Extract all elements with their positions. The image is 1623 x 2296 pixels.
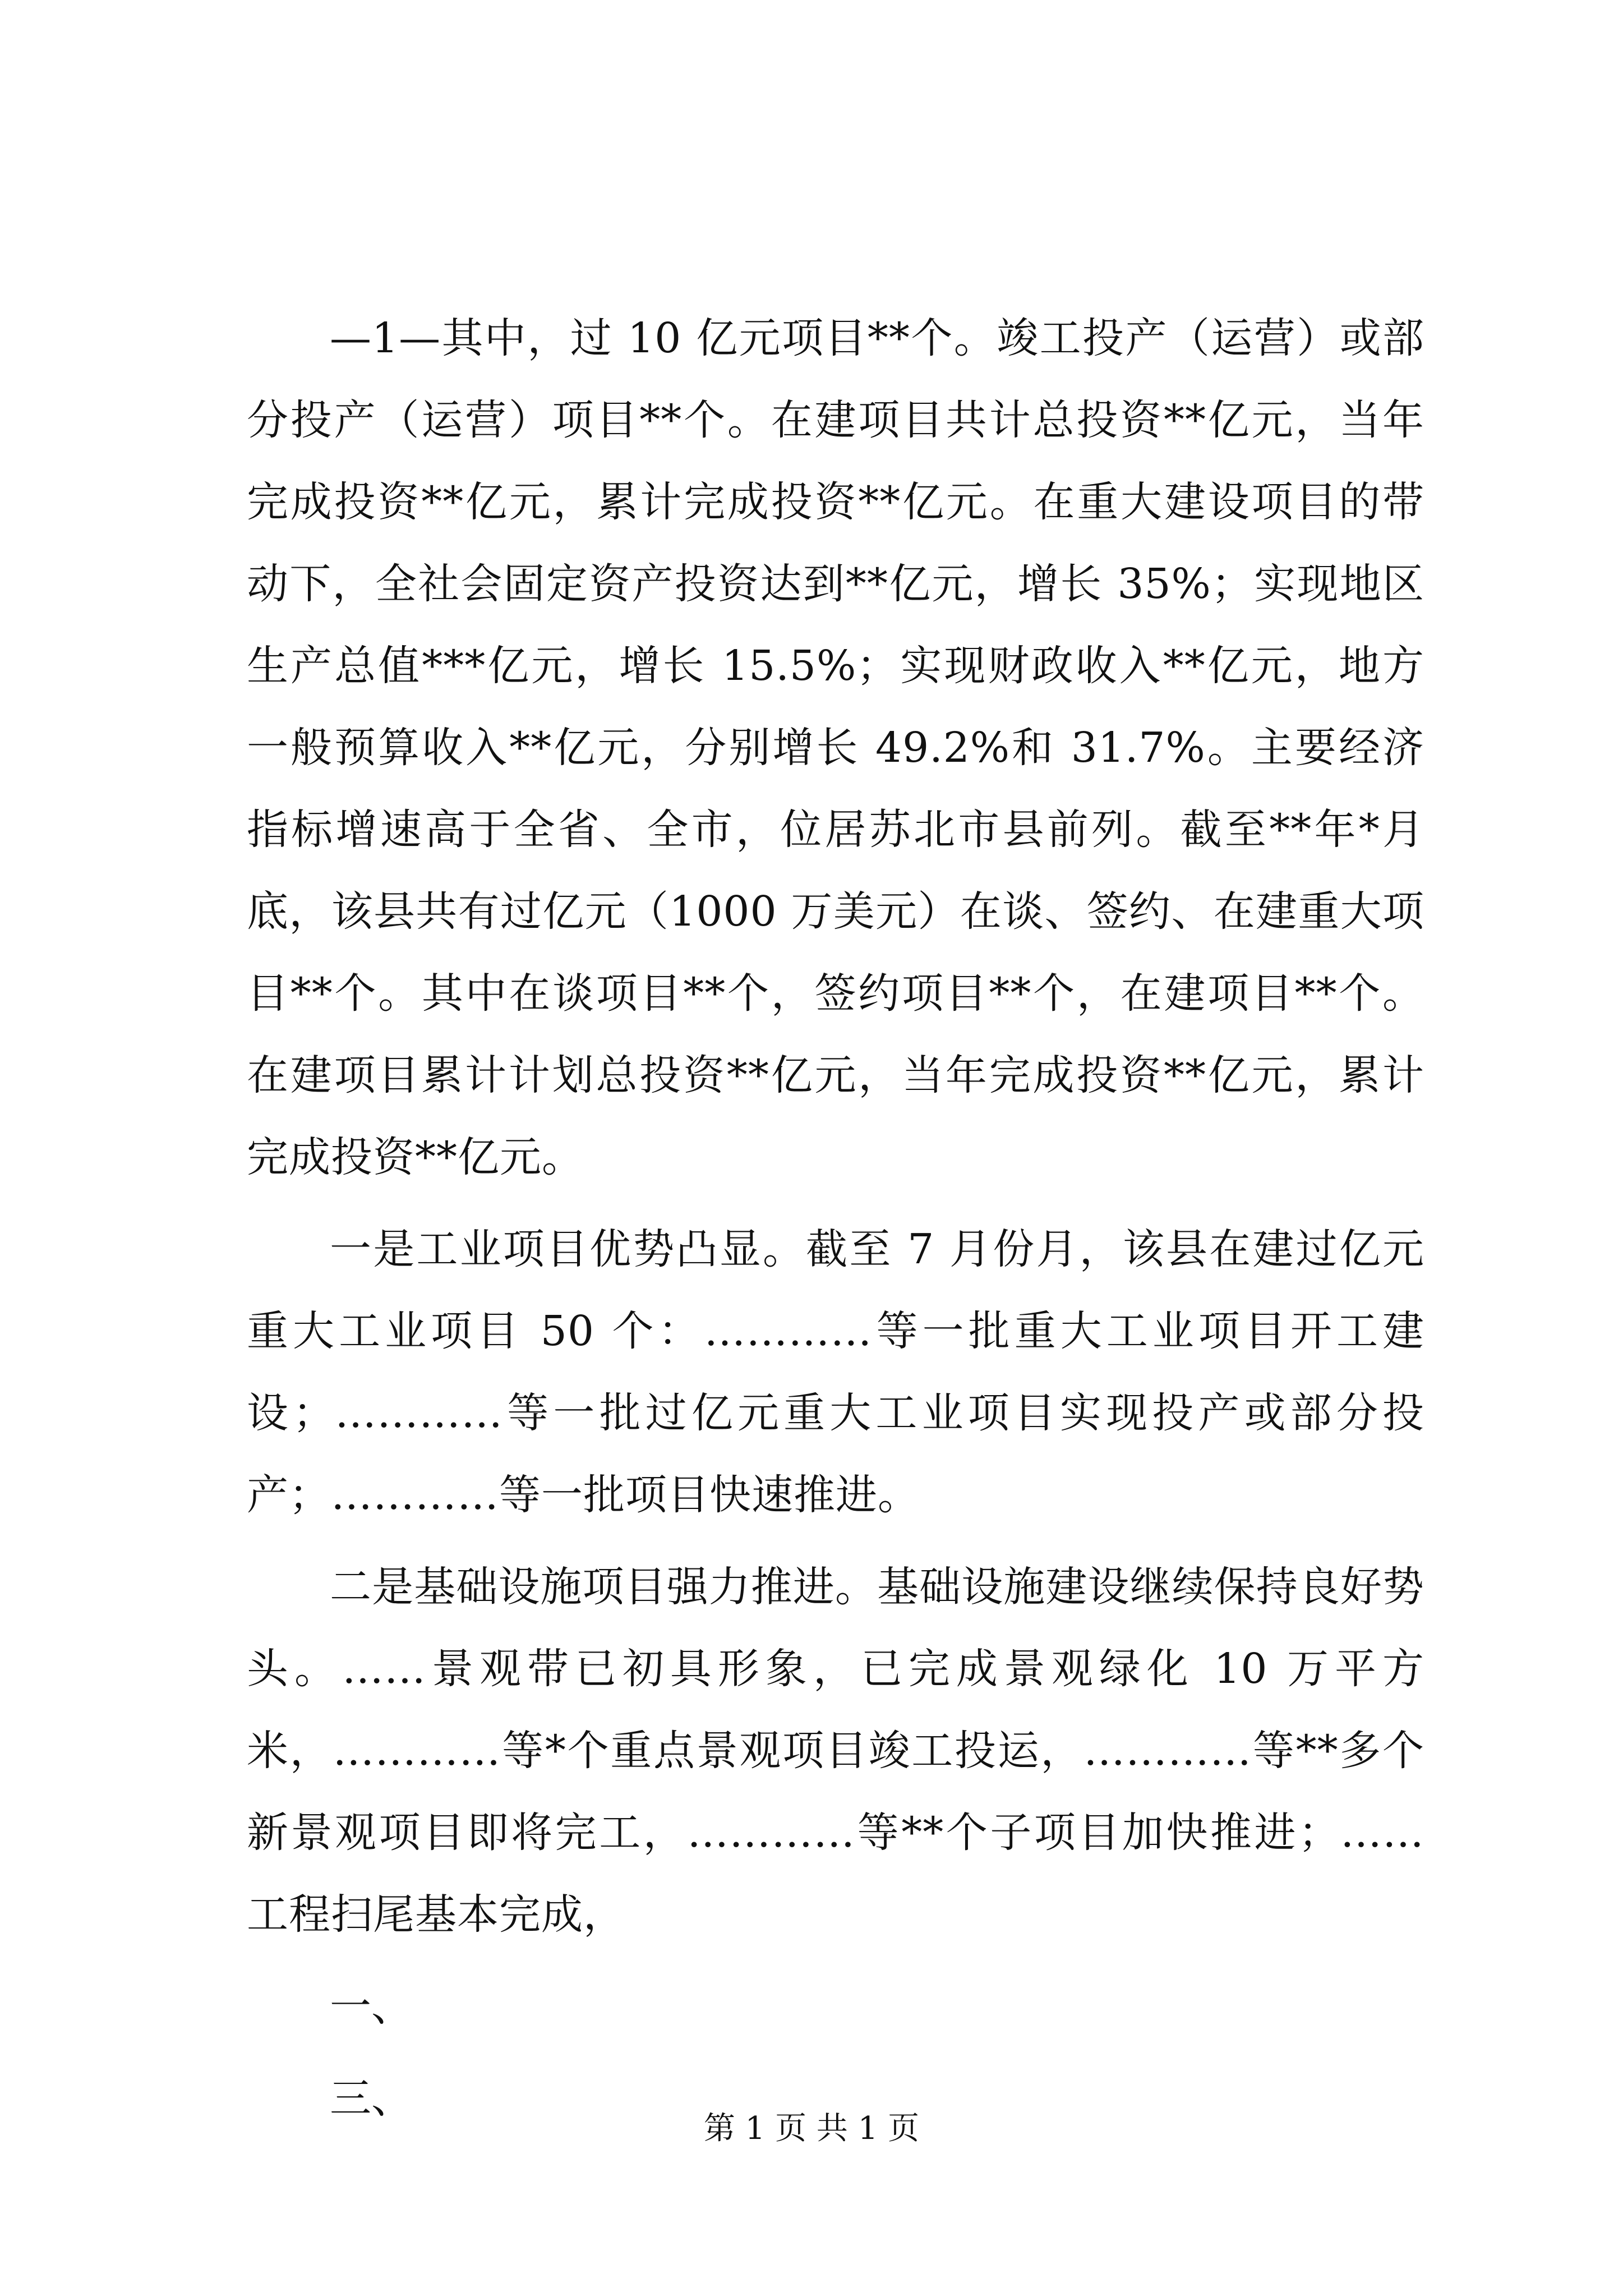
paragraph-gap [247,1198,1424,1208]
document-body [247,297,1424,2139]
section-heading-3: 三、 [330,2074,413,2123]
section-heading-1: 一、 [330,1982,413,2031]
page-footer: 第 1 页 共 1 页 [703,2110,920,2147]
paragraph-gap [247,1955,1424,1966]
paragraph-2: 一是工业项目优势凸显。截至 7 月份月，该县在建过亿元重大工业项目 50 个：…………等一批重大工业项目开工建设；…………等一批过亿元重大工业项目实现投产或部分投产；…………等一批项目快速推进。 [247,1225,1424,1519]
paragraph-gap [247,1536,1424,1546]
paragraph-gap [247,2047,1424,2058]
paragraph-1: —1—其中，过 10 亿元项目**个。竣工投产（运营）或部分投产（运营）项目**个。在建项目共计总投资**亿元，当年完成投资**亿元，累计完成投资**亿元。在重大建设项目的带动下，全社会固定资产投资达到**亿元，增长 35%；实现地区生产总值***亿元，增长 15.5%；实现财政收入**亿元，地方一般预算收入**亿元，分别增长 49.2%和 31.7%。主要经济指标增速高于全省、全市，位居苏北市县前列。截至**年*月底，该县共有过亿元（1000 万美元）在谈、签约、在建重大项目**个。其中在谈项目**个，签约项目**个，在建项目**个。在建项目累计计划总投资**亿元，当年完成投资**亿元，累计完成投资**亿元。 [247,314,1424,1181]
paragraph-3: 二是基础设施项目强力推进。基础设施建设继续保持良好势头。……景观带已初具形象，已完成景观绿化 10 万平方米，…………等*个重点景观项目竣工投运，…………等**多个新景观项目即将完工，…………等**个子项目加快推进；……工程扫尾基本完成， [247,1563,1424,1939]
